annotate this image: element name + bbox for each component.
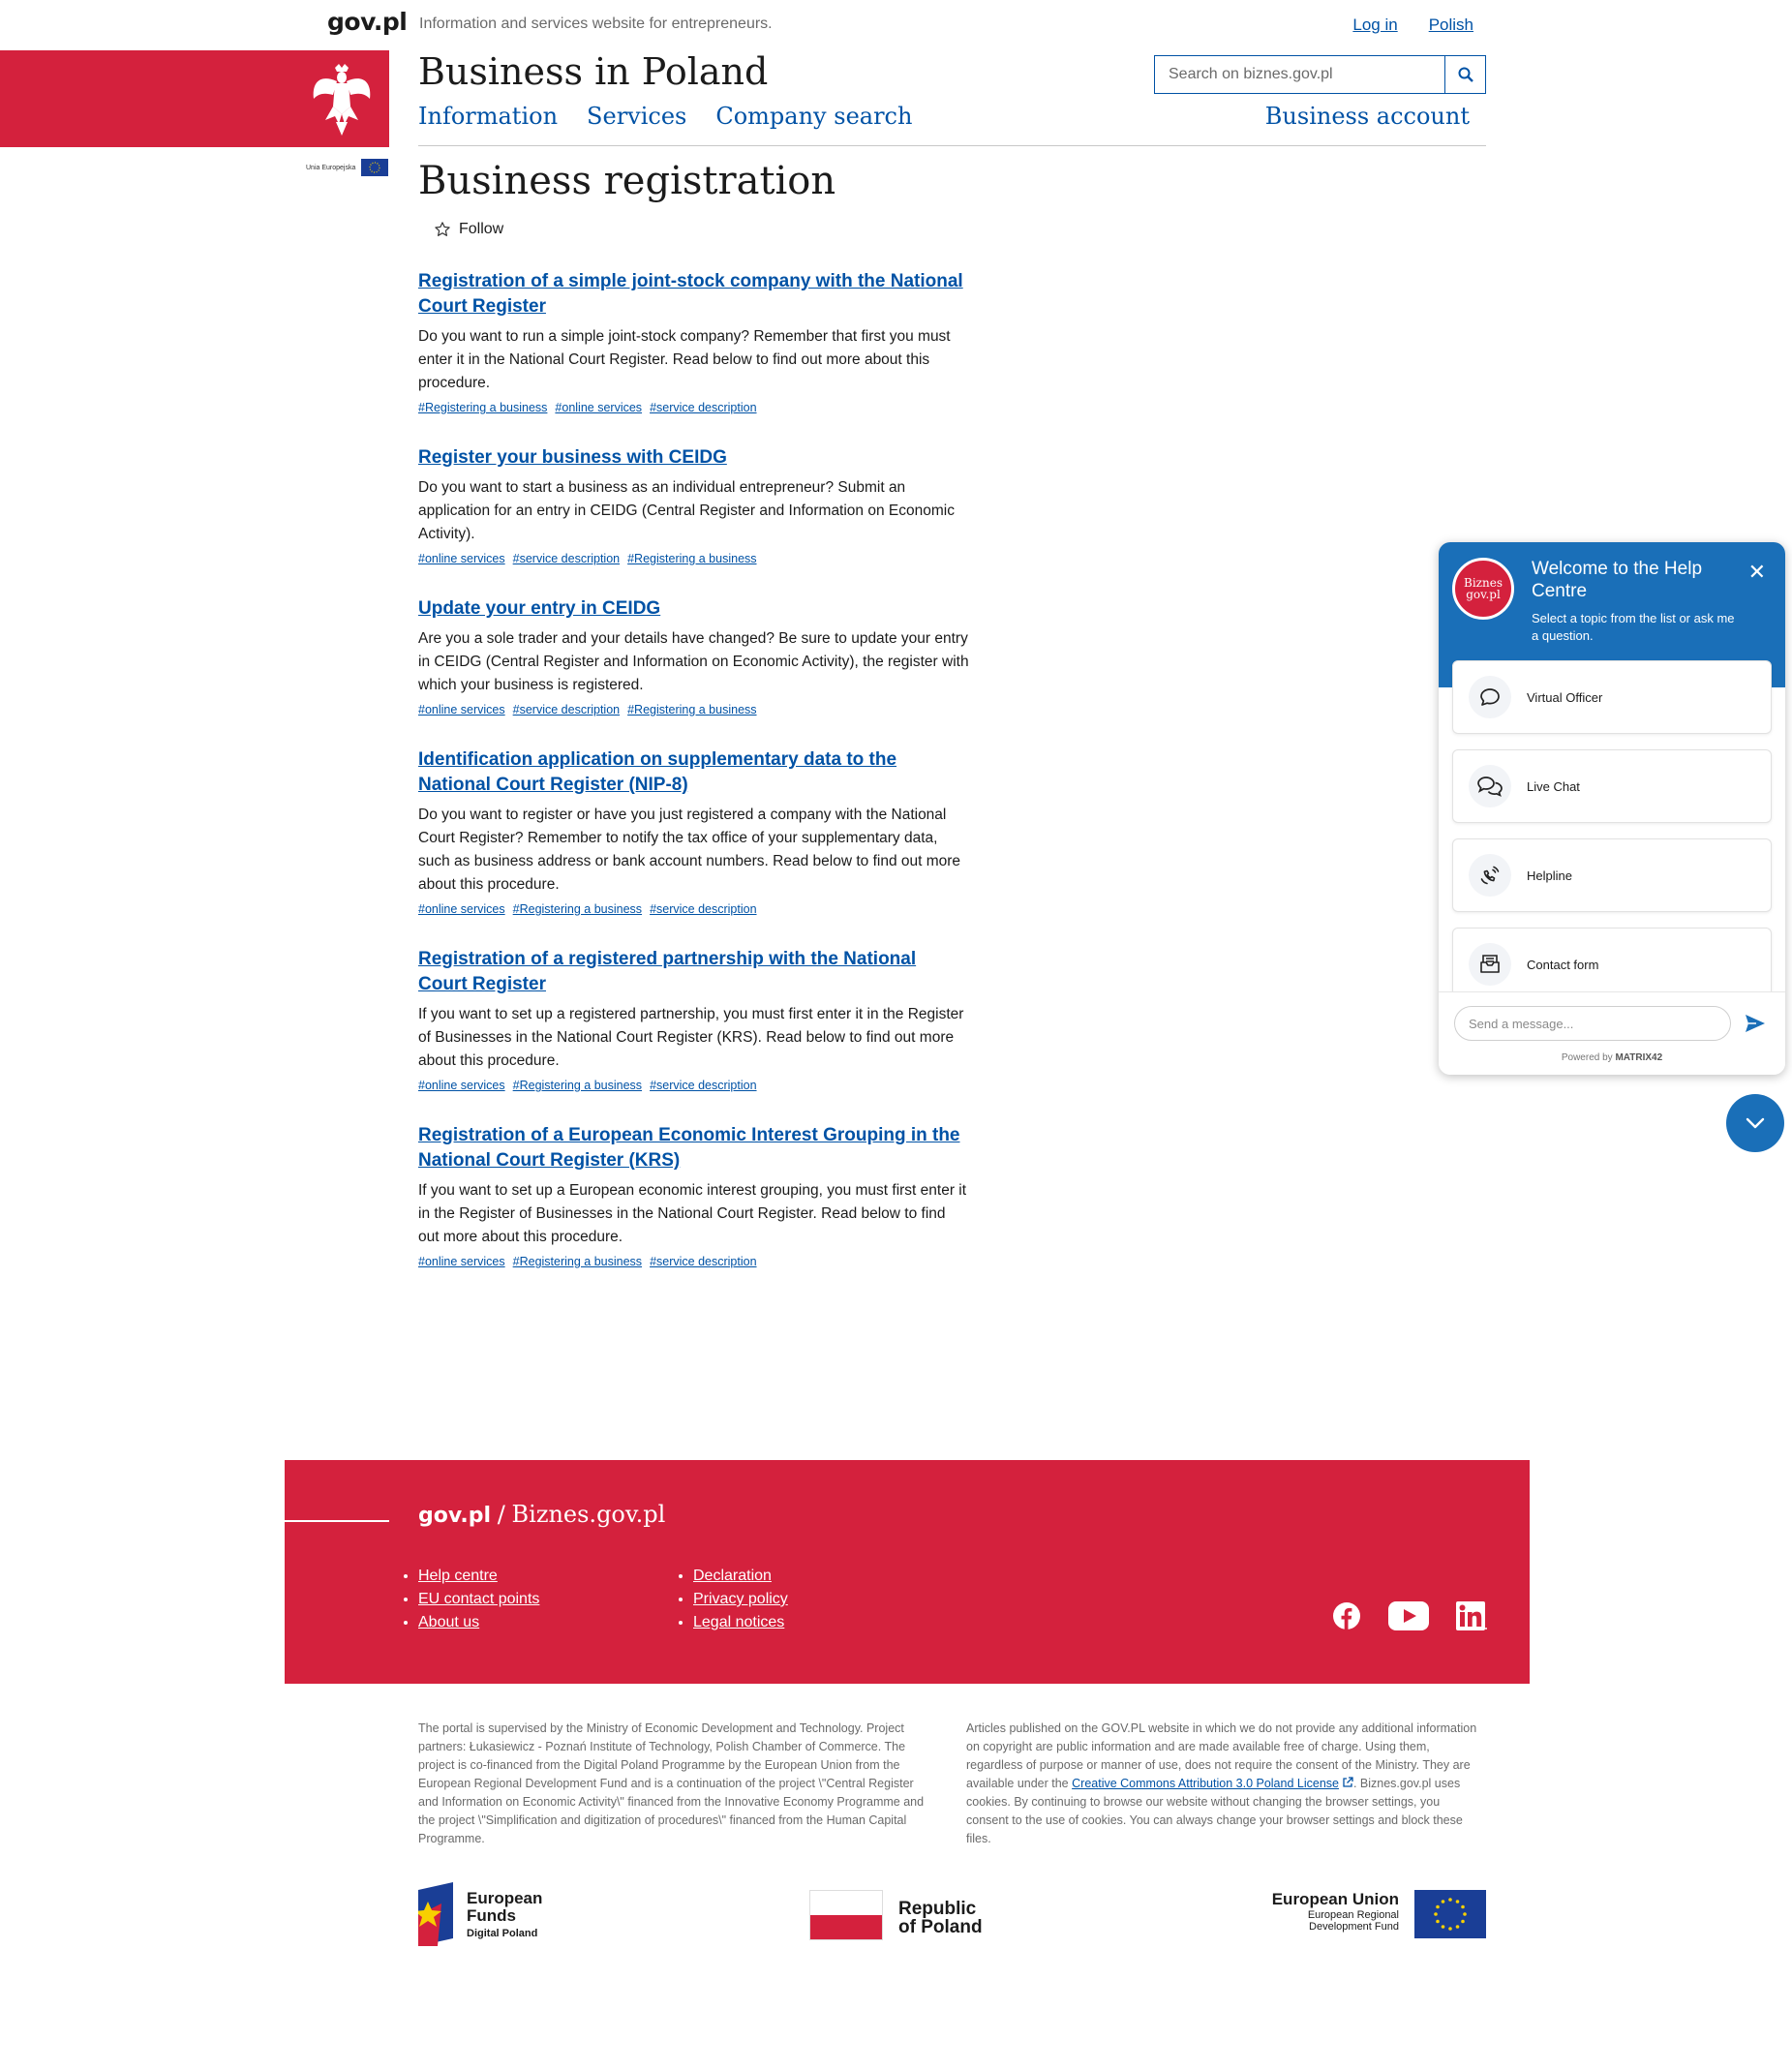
nav-company-search[interactable]: Company search <box>715 103 913 130</box>
logo-line1: Biznes <box>1464 576 1503 590</box>
article-description: Do you want to run a simple joint-stock company? Remember that first you must enter it in the National Court Register. Read below to find out more about this procedure. <box>418 328 951 391</box>
footer-link-help-centre[interactable]: Help centre <box>418 1568 498 1584</box>
article-description: If you want to set up a European economic interest grouping, you must first enter it in the Register of Businesses in the National Court Register. Read below to find out more about this procedure. <box>418 1182 967 1245</box>
footer-gov-pl[interactable]: gov.pl <box>418 1504 492 1528</box>
article-item <box>418 596 970 716</box>
article-title-link[interactable]: Update your entry in CEIDG <box>418 598 661 619</box>
send-icon[interactable] <box>1745 1014 1766 1038</box>
article-title-link[interactable]: Registration of a simple joint-stock company with the National Court Register <box>418 271 963 317</box>
option-label: Helpline <box>1527 868 1572 883</box>
follow-label: Follow <box>459 221 504 237</box>
top-links <box>1352 15 1473 35</box>
article-list <box>418 269 970 1299</box>
article-tags <box>418 552 970 565</box>
business-account-link[interactable]: Business account <box>1264 103 1470 130</box>
tag-link[interactable]: #service description <box>512 552 621 565</box>
tag-link[interactable]: #online services <box>418 1079 505 1092</box>
tag-link[interactable]: #online services <box>418 902 505 916</box>
login-link[interactable]: Log in <box>1352 15 1398 34</box>
article-tags <box>418 902 970 916</box>
article-description: Do you want to register or have you just registered a company with the National Court Register? Remember to notify the tax office of your supplementary data, such as business address or bank account numbers. Read below to find out more about this procedure. <box>418 807 961 893</box>
eu-line2: European Regional <box>1307 1909 1399 1921</box>
eu-mini-label: Unia Europejska <box>306 164 356 171</box>
help-subtitle: Select a topic from the list or ask me a question. <box>1532 611 1735 643</box>
page-title: Business registration <box>418 159 836 203</box>
language-link[interactable]: Polish <box>1428 15 1473 34</box>
help-options <box>1452 660 1772 1017</box>
eagle-emblem-icon <box>310 64 374 136</box>
eu-line3: Development Fund <box>1309 1921 1399 1933</box>
ef-line3: Digital Poland <box>467 1928 538 1939</box>
gov-pl-logo[interactable]: gov.pl <box>327 8 408 36</box>
tag-link[interactable]: #online services <box>418 703 505 716</box>
help-message-bar <box>1439 991 1785 1075</box>
logo-line2: gov.pl <box>1466 588 1501 601</box>
nav-information[interactable]: Information <box>418 103 559 130</box>
close-icon[interactable]: ✕ <box>1747 560 1766 584</box>
option-contact-form[interactable] <box>1452 928 1772 1001</box>
tag-link[interactable]: #Registering a business <box>512 1255 643 1268</box>
european-funds-icon <box>418 1882 453 1946</box>
footer-brand-separator: / <box>497 1501 505 1528</box>
tag-link[interactable]: #online services <box>555 401 643 414</box>
tag-link[interactable]: #Registering a business <box>512 902 643 916</box>
tag-link[interactable]: #service description <box>650 1079 757 1092</box>
youtube-icon[interactable] <box>1388 1601 1429 1630</box>
article-item <box>418 445 970 565</box>
tag-link[interactable]: #service description <box>650 1255 757 1268</box>
live-chat-icon <box>1469 765 1511 807</box>
article-description: Do you want to start a business as an individual entrepreneur? Submit an application for an entry in CEIDG (Central Register and Information on Economic Activity). <box>418 479 955 542</box>
cc-license-link[interactable]: Creative Commons Attribution 3.0 Poland License <box>1072 1777 1339 1790</box>
fine-print-left: The portal is supervised by the Ministry of Economic Development and Technology. Project partners: Łukasiewicz - Poznań Institute of Technology, Polish Chamber of Commerce. The project is co-financed from the Digital Poland Programme by the European Union from the European Regional Development Fund and is a continuation of the project \"Central Register and Information on Economic Activity\" financed from the Innovative Economy Programme and the project \"Simplification and digitization of procedures\" financed from the Human Capital Programme. <box>418 1721 925 1845</box>
site-title[interactable]: Business in Poland <box>418 50 769 93</box>
ef-line1: European <box>467 1889 543 1907</box>
article-tags <box>418 703 970 716</box>
follow-button[interactable] <box>434 221 503 238</box>
article-tags <box>418 1255 970 1268</box>
rp-line1: Republic <box>898 1899 977 1919</box>
footer-links-col1 <box>418 1565 539 1634</box>
eu-flag-icon <box>361 159 388 176</box>
footer-link-declaration[interactable]: Declaration <box>693 1568 772 1584</box>
chat-bubble-icon <box>1469 676 1511 718</box>
eu-flag-icon <box>1414 1890 1486 1938</box>
article-item <box>418 1123 970 1268</box>
footer-link-about[interactable]: About us <box>418 1614 480 1630</box>
search-box <box>1154 55 1486 94</box>
rp-line2: of Poland <box>898 1917 983 1937</box>
footer-link-legal[interactable]: Legal notices <box>693 1614 785 1630</box>
option-label: Virtual Officer <box>1527 689 1603 705</box>
nav-services[interactable]: Services <box>587 103 687 130</box>
fine-print-right-text: Articles published on the GOV.PL website in which we do not provide any additional information on copyright are public information and are made available free of charge. Using them, regardless of purpose or manner of use, does not require the consent of the Ministry. They are available under the <box>966 1721 1477 1790</box>
article-title-link[interactable]: Registration of a registered partnership with the National Court Register <box>418 949 917 994</box>
help-title: Welcome to the Help Centre <box>1532 559 1703 601</box>
fine-print-right-tail: . Biznes.gov.pl uses cookies. By continuing to browse our website without changing the browser settings, you consent to the use of cookies. You can always change your browser settings and block these files. <box>966 1777 1463 1845</box>
tag-link[interactable]: #Registering a business <box>418 401 548 414</box>
powered-by <box>1439 1052 1785 1063</box>
tag-link[interactable]: #service description <box>650 401 757 414</box>
chevron-down-icon <box>1745 1116 1766 1130</box>
linkedin-icon[interactable] <box>1456 1601 1487 1630</box>
article-title-link[interactable]: Identification application on supplementary data to the National Court Register (NIP-8) <box>418 749 897 795</box>
polish-flag-icon <box>809 1890 883 1940</box>
collapse-widget-button[interactable] <box>1726 1094 1784 1152</box>
powered-brand: MATRIX42 <box>1615 1052 1663 1063</box>
external-link-icon <box>1342 1777 1353 1788</box>
footer <box>285 1460 1530 1684</box>
footer-link-privacy[interactable]: Privacy policy <box>693 1591 788 1607</box>
biznes-logo <box>1452 558 1514 620</box>
article-item <box>418 947 970 1092</box>
footer-site-name[interactable]: Biznes.gov.pl <box>511 1501 666 1528</box>
footer-links-col2 <box>693 1565 788 1634</box>
search-input[interactable] <box>1155 56 1444 93</box>
powered-label: Powered by <box>1561 1052 1613 1063</box>
option-virtual-officer[interactable] <box>1452 660 1772 734</box>
social-links <box>1332 1601 1487 1630</box>
article-tags <box>418 1079 970 1092</box>
article-title-link[interactable]: Register your business with CEIDG <box>418 447 727 468</box>
option-label: Live Chat <box>1527 778 1580 794</box>
tag-link[interactable]: #Registering a business <box>627 703 757 716</box>
option-helpline[interactable] <box>1452 838 1772 912</box>
contact-form-icon <box>1469 943 1511 986</box>
article-description: If you want to set up a registered partnership, you must first enter it in the Register of Businesses in the National Court Register (KRS). Read below to find out more about this procedure. <box>418 1006 964 1069</box>
article-item <box>418 747 970 916</box>
option-live-chat[interactable] <box>1452 749 1772 823</box>
eu-line1: European Union <box>1271 1890 1399 1908</box>
article-item <box>418 269 970 414</box>
site-tagline: Information and services website for entrepreneurs. <box>419 15 773 32</box>
ef-line2: Funds <box>467 1906 516 1925</box>
search-button[interactable] <box>1444 56 1485 93</box>
eu-mini-logo <box>306 159 388 176</box>
tag-link[interactable]: #Registering a business <box>512 1079 643 1092</box>
message-input[interactable] <box>1454 1006 1731 1041</box>
fine-print-right <box>966 1720 1484 1848</box>
helpline-icon <box>1469 854 1511 897</box>
tag-link[interactable]: #online services <box>418 552 505 565</box>
footer-divider <box>285 1520 389 1522</box>
facebook-icon[interactable] <box>1332 1601 1361 1630</box>
help-centre-widget <box>1439 542 1785 1075</box>
search-icon <box>1458 67 1473 82</box>
tag-link[interactable]: #service description <box>650 902 757 916</box>
footer-brand <box>418 1501 665 1529</box>
main-nav <box>418 103 912 130</box>
article-title-link[interactable]: Registration of a European Economic Interest Grouping in the National Court Register (KRS) <box>418 1125 960 1171</box>
tag-link[interactable]: #Registering a business <box>627 552 757 565</box>
star-icon <box>434 221 451 238</box>
nav-divider <box>418 145 1486 146</box>
tag-link[interactable]: #service description <box>512 703 621 716</box>
article-tags <box>418 401 970 414</box>
article-description: Are you a sole trader and your details have changed? Be sure to update your entry in CEIDG (Central Register and Information on Economic Activity), the register with which your business is registered. <box>418 630 969 693</box>
tag-link[interactable]: #online services <box>418 1255 505 1268</box>
footer-link-eu-contact[interactable]: EU contact points <box>418 1591 540 1607</box>
option-label: Contact form <box>1527 957 1599 972</box>
